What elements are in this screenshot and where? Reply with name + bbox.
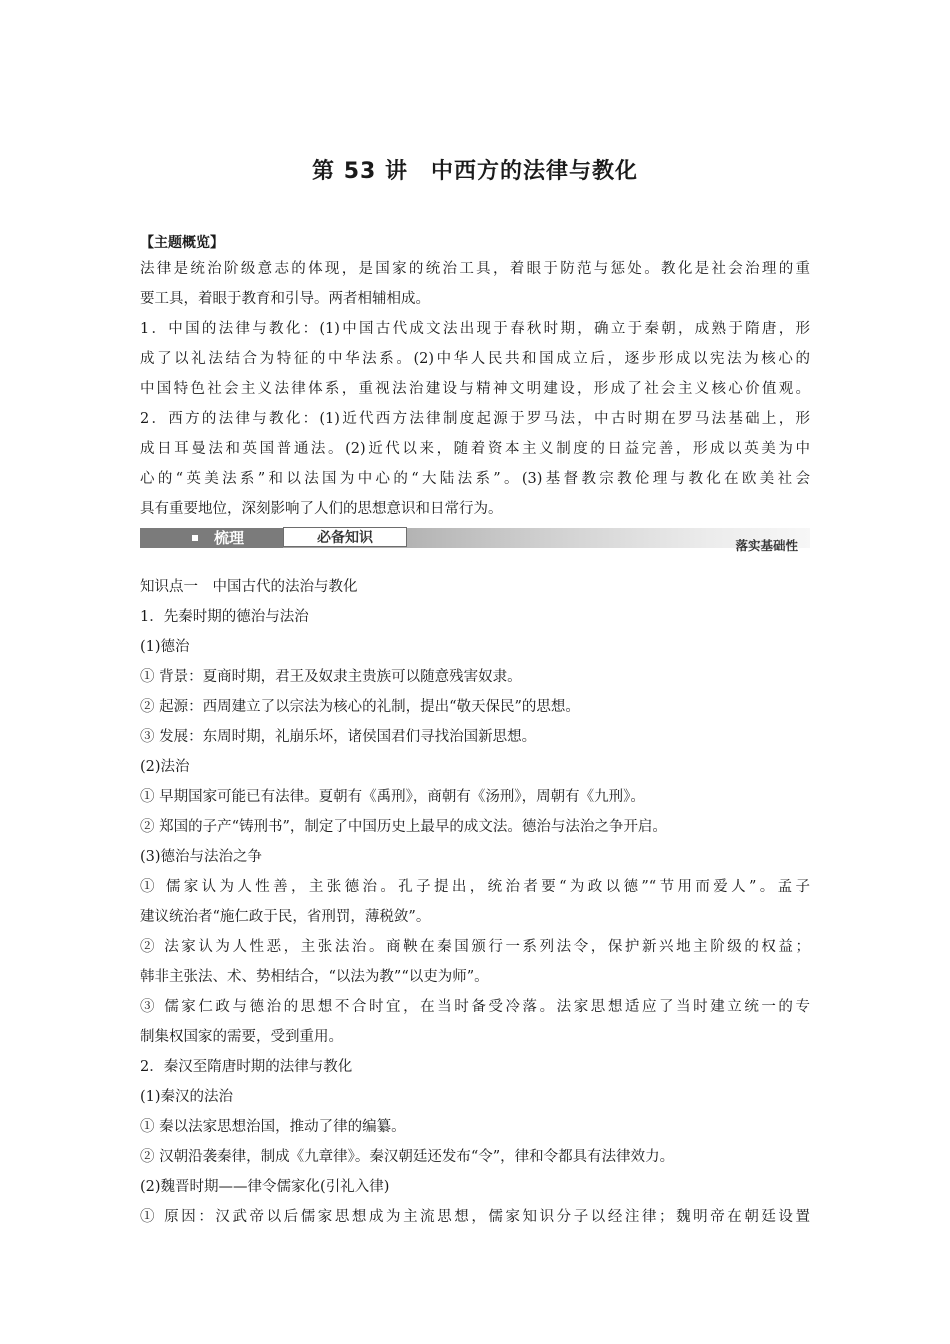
body-line: (3)德治与法治之争 <box>140 849 263 865</box>
knowledge-point-heading: 知识点一 中国古代的法治与教化 <box>140 579 358 595</box>
body-line: ③ 儒家仁政与德治的思想不合时宜，在当时备受冷落。法家思想适应了当时建立统一的专 <box>140 999 810 1015</box>
body-line: ① 原因：汉武帝以后儒家思想成为主流思想，儒家知识分子以经注律；魏明帝在朝廷设置 <box>140 1209 810 1225</box>
body-line: (1)德治 <box>140 639 190 655</box>
body-line: (2)魏晋时期——律令儒家化(引礼入律) <box>140 1179 390 1195</box>
body-line: 制集权国家的需要，受到重用。 <box>140 1029 343 1045</box>
body-line: ① 早期国家可能已有法律。夏朝有《禹刑》，商朝有《汤刑》，周朝有《九刑》。 <box>140 789 645 805</box>
body-line: 建议统治者“施仁政于民，省刑罚，薄税敛”。 <box>140 909 431 925</box>
body-line: (2)法治 <box>140 759 190 775</box>
body-line: ③ 发展：东周时期，礼崩乐坏，诸侯国君们寻找治国新思想。 <box>140 729 537 745</box>
overview-line: 成了以礼法结合为特征的中华法系。(2)中华人民共和国成立后，逐步形成以宪法为核心的 <box>140 351 810 367</box>
body-line: 2．秦汉至隋唐时期的法律与教化 <box>140 1059 353 1075</box>
body-line: ② 法家认为人性恶，主张法治。商鞅在秦国颁行一系列法令，保护新兴地主阶级的权益； <box>140 939 810 955</box>
body-paragraphs <box>140 572 810 1232</box>
overview-paragraphs <box>140 254 810 524</box>
body-line: (1)秦汉的法治 <box>140 1089 234 1105</box>
section-banner <box>140 528 810 554</box>
overview-line: 心的“英美法系”和以法国为中心的“大陆法系”。(3)基督教宗教伦理与教化在欧美社会 <box>140 471 810 487</box>
overview-line: 法律是统治阶级意志的体现，是国家的统治工具，着眼于防范与惩处。教化是社会治理的重 <box>140 261 810 277</box>
banner-dark-block <box>140 528 283 548</box>
banner-tab-label: 梳理 <box>214 529 245 547</box>
overview-line: 2．西方的法律与教化：(1)近代西方法律制度起源于罗马法，中古时期在罗马法基础上，形 <box>140 411 810 427</box>
overview-line: 成日耳曼法和英国普通法。(2)近代以来，随着资本主义制度的日益完善，形成以英美为中 <box>140 441 810 457</box>
banner-subtitle-box: 必备知识 <box>283 527 407 547</box>
overview-tag: 【主题概览】 <box>140 235 224 251</box>
body-line: ② 郑国的子产“铸刑书”，制定了中国历史上最早的成文法。德治与法治之争开启。 <box>140 819 667 835</box>
overview-line: 中国特色社会主义法律体系，重视法治建设与精神文明建设，形成了社会主义核心价值观。 <box>140 381 810 397</box>
overview-line: 要工具，着眼于教育和引导。两者相辅相成。 <box>140 291 430 307</box>
page-title: 第 53 讲 中西方的法律与教化 <box>312 159 638 184</box>
overview-line: 具有重要地位，深刻影响了人们的思想意识和日常行为。 <box>140 501 503 517</box>
body-line: ① 儒家认为人性善，主张德治。孔子提出，统治者要“为政以德”“节用而爱人”。孟子 <box>140 879 810 895</box>
body-line: 韩非主张法、术、势相结合，“以法为教”“以吏为师”。 <box>140 969 489 985</box>
banner-right-label: 落实基础性 <box>735 538 798 553</box>
body-line: ② 汉朝沿袭秦律，制成《九章律》。秦汉朝廷还发布“令”，律和令都具有法律效力。 <box>140 1149 675 1165</box>
overview-line: 1．中国的法律与教化：(1)中国古代成文法出现于春秋时期，确立于秦朝，成熟于隋唐，形 <box>140 321 810 337</box>
body-line: ② 起源：西周建立了以宗法为核心的礼制，提出“敬天保民”的思想。 <box>140 699 580 715</box>
body-line: ① 背景：夏商时期，君王及奴隶主贵族可以随意残害奴隶。 <box>140 669 522 685</box>
body-line: ① 秦以法家思想治国，推动了律的编纂。 <box>140 1119 406 1135</box>
square-bullet-icon <box>192 535 198 541</box>
body-line: 1．先秦时期的德治与法治 <box>140 609 309 625</box>
